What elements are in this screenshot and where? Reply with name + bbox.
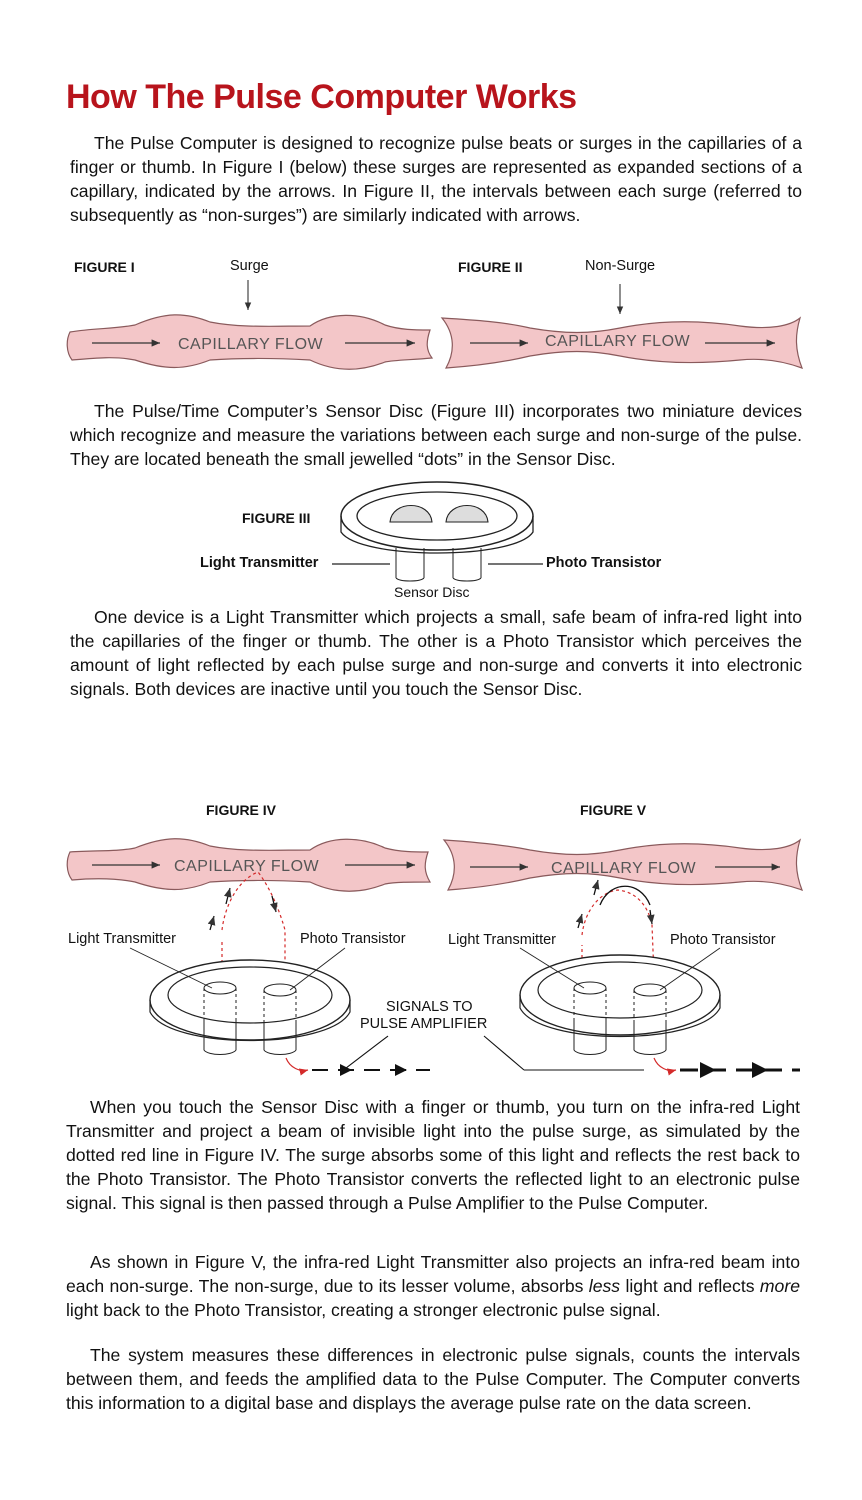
figure-4-label: FIGURE IV [206,802,277,818]
figure-2-label: FIGURE II [458,259,523,275]
figure-5-label: FIGURE V [580,802,647,818]
devices-paragraph: One device is a Light Transmitter which projects a small, safe beam of infra-red light into the capillaries of the finger or thumb. The other is a Photo Transistor which perceives the amount of light reflected by each pulse surge and non-surge and converts it into electronic signals. Both devices are inactive until you touch the Sensor Disc. [70,607,802,699]
fig5-light-transmitter-label: Light Transmitter [448,932,556,948]
fig3-light-transmitter-label: Light Transmitter [200,555,319,571]
sensor-disc-paragraph: The Pulse/Time Computer’s Sensor Disc (Figure III) incorporates two miniature devices which recognize and measure the variations between each surge and non-surge of the pulse. They are located beneath the small jewelled “dots” in the Sensor Disc. [70,401,802,469]
non-surge-text-b: light and reflects [620,1276,760,1296]
non-surge-text-c: light back to the Photo Transistor, creating a stronger electronic pulse signal. [66,1300,661,1320]
intro-paragraph: The Pulse Computer is designed to recognize pulse beats or surges in the capillaries of a finger or thumb. In Figure I (below) these surges are represented as expanded sections of a capillary, indicated by the arrows. In Figure II, the intervals between each surge (referred to subsequently as “non-surges”) are similarly indicated with arrows. [70,133,802,225]
fig5-photo-transistor-label: Photo Transistor [670,932,776,948]
capillary-flow-label-fig5: CAPILLARY FLOW [551,860,697,877]
surge-label: Surge [230,258,269,274]
capillary-flow-label-fig4: CAPILLARY FLOW [174,858,320,875]
fig3-photo-transistor-label: Photo Transistor [546,555,662,571]
more-emphasis: more [759,1276,800,1296]
non-surge-text-a: As shown in Figure V, the infra-red Light Transmitter also projects an infra-red beam into each non-surge. The non-surge, due to its lesser volume, absorbs [66,1252,800,1296]
signals-label-line2: PULSE AMPLIFIER [360,1016,488,1032]
non-surge-label: Non-Surge [585,258,656,274]
fig4-light-transmitter-label: Light Transmitter [68,931,176,947]
capillary-flow-label-fig1: CAPILLARY FLOW [178,336,324,353]
system-paragraph: The system measures these differences in electronic pulse signals, counts the intervals between them, and feeds the amplified data to the Pulse Computer. The Computer converts this information to a digital base and displays the average pulse rate on the data screen. [66,1345,800,1413]
touch-paragraph: When you touch the Sensor Disc with a finger or thumb, you turn on the infra-red Light Transmitter and project a beam of invisible light into the pulse surge, as simulated by the dotted red line in Figure IV. The surge absorbs some of this light and reflects the rest back to the Photo Transistor. The Photo Transistor converts the reflected light to an electronic pulse signal. This signal is then passed through a Pulse Amplifier to the Pulse Computer. [66,1097,800,1213]
less-emphasis: less [588,1276,621,1296]
figure-1-label: FIGURE I [74,259,135,275]
page-title: How The Pulse Computer Works [66,78,577,116]
signals-label-line1: SIGNALS TO [386,999,473,1015]
fig3-sensor-disc-label: Sensor Disc [394,584,470,600]
figure-3-label: FIGURE III [242,510,311,526]
fig4-photo-transistor-label: Photo Transistor [300,931,406,947]
capillary-flow-label-fig2: CAPILLARY FLOW [545,333,691,350]
non-surge-paragraph [66,1250,800,1322]
